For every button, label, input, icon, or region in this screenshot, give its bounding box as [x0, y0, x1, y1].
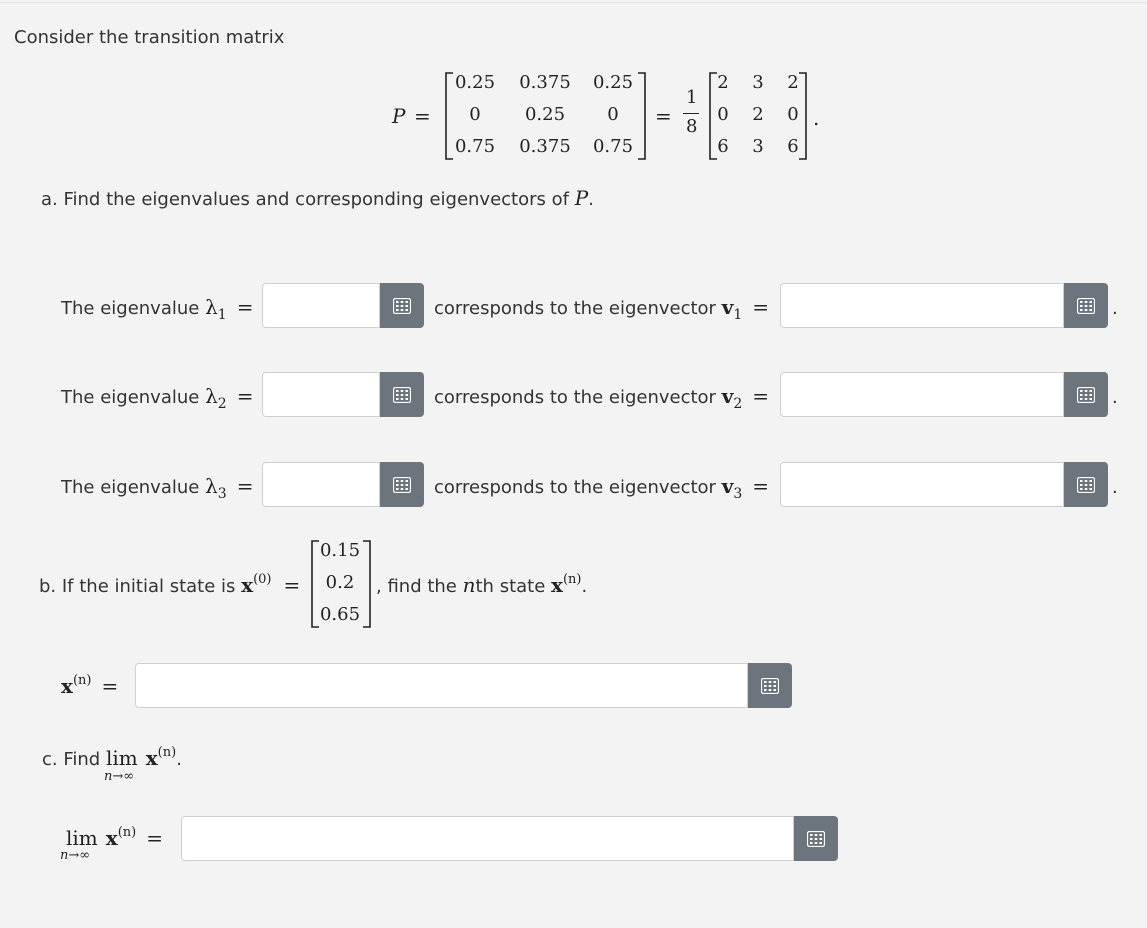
matrix-period: . [813, 106, 820, 130]
eigenvalue-prefix: The eigenvalue [61, 387, 206, 408]
matrix-cell: 0.375 [519, 72, 571, 93]
row-3-period: . [1112, 477, 1118, 498]
eigenvector-1-label [434, 295, 769, 323]
lim-subscript: n→∞ [60, 848, 91, 863]
lambda-2-input[interactable] [262, 372, 380, 417]
part-a-text: a. Find the eigenvalues and corresponding eigenvectors of [41, 189, 575, 210]
x-symbol: x [61, 674, 73, 698]
lambda-3-keypad-button[interactable] [380, 462, 424, 507]
matrix-cell: 0.75 [454, 136, 496, 157]
x-superscript: (n) [562, 572, 582, 587]
equals-sign: = [752, 295, 769, 319]
matrix-cell: 2 [787, 72, 799, 93]
fraction-numerator: 1 [686, 87, 698, 108]
eigenvalue-prefix: The eigenvalue [61, 477, 206, 498]
keypad-icon [393, 387, 411, 403]
v-3-keypad-button[interactable] [1064, 462, 1108, 507]
n-symbol: n [462, 573, 476, 597]
matrix-label: P [392, 104, 406, 128]
x-symbol: x [551, 573, 563, 597]
fraction-denominator: 8 [686, 116, 698, 137]
v-1-keypad-button[interactable] [1064, 283, 1108, 328]
limit-label [66, 826, 163, 850]
lim-symbol: lim [105, 746, 138, 770]
lim-subscript: n→∞ [104, 769, 135, 784]
part-b-tail1: , find the [376, 576, 463, 597]
part-c-text: c. Find [42, 749, 106, 770]
vector-symbol: v [721, 384, 734, 408]
x-symbol: x [145, 746, 158, 770]
eigenvector-text: corresponds to the eigenvector [434, 298, 722, 319]
part-b-prompt [39, 573, 300, 597]
matrix-cell: 0 [469, 104, 481, 125]
matrix-cell: 0.375 [519, 136, 571, 157]
vector-right-bracket [362, 540, 372, 628]
lambda-symbol: λ [205, 474, 218, 498]
equals-sign: = [236, 384, 254, 408]
equals-sign: = [146, 826, 163, 850]
keypad-icon [761, 678, 779, 694]
matrix-cell: 0 [787, 104, 799, 125]
matrix-cell: 6 [717, 136, 729, 157]
part-c-end: . [176, 749, 182, 770]
matrix-cell: 3 [752, 72, 764, 93]
keypad-icon [1077, 298, 1095, 314]
matrix-cell: 0.25 [592, 72, 634, 93]
part-b-tail2: th state [475, 576, 552, 597]
vector-symbol: v [721, 295, 734, 319]
eigenvalue-prefix: The eigenvalue [61, 298, 206, 319]
x-symbol: x [105, 826, 118, 850]
lambda-1-input[interactable] [262, 283, 380, 328]
keypad-icon [807, 831, 825, 847]
lambda-index: 2 [217, 396, 227, 412]
equals-sign: = [283, 573, 301, 597]
matrix-cell: 6 [787, 136, 799, 157]
equals-sign: = [101, 674, 119, 698]
eigenvalue-3-label [61, 474, 254, 502]
matrix-cell: 2 [717, 72, 729, 93]
vector-index: 1 [733, 307, 743, 323]
part-a-var: P [574, 186, 589, 210]
equals-sign: = [752, 474, 769, 498]
keypad-icon [1077, 387, 1095, 403]
part-a-end: . [588, 189, 594, 210]
vector-symbol: v [721, 474, 734, 498]
eigenvalue-2-label [61, 384, 254, 412]
matrix-cell: 0.25 [524, 104, 566, 125]
matrix-cell: 0.75 [592, 136, 634, 157]
eigenvector-2-label [434, 384, 769, 412]
limit-input[interactable] [181, 816, 794, 861]
lim-symbol: lim [66, 826, 98, 850]
limit-keypad-button[interactable] [794, 816, 838, 861]
matrix-cell: 3 [752, 136, 764, 157]
keypad-icon [393, 477, 411, 493]
lambda-1-keypad-button[interactable] [380, 283, 424, 328]
int-matrix-right-bracket [798, 72, 808, 160]
intro-text: Consider the transition matrix [14, 27, 285, 48]
equals-sign-2: = [655, 104, 672, 128]
equals-sign: = [236, 474, 254, 498]
vector-cell: 0.15 [319, 540, 361, 561]
vector-cell: 0.2 [325, 572, 355, 593]
top-divider [0, 2, 1147, 3]
lambda-3-input[interactable] [262, 462, 380, 507]
part-c-prompt [42, 746, 182, 770]
part-b-end: . [581, 576, 588, 597]
x-superscript: (n) [72, 673, 92, 688]
x-symbol: x [241, 573, 254, 597]
equals-sign: = [414, 104, 431, 128]
matrix-right-bracket [637, 72, 647, 160]
v-2-keypad-button[interactable] [1064, 372, 1108, 417]
part-b-tail [376, 573, 587, 597]
v-2-input[interactable] [780, 372, 1064, 417]
lambda-symbol: λ [205, 384, 218, 408]
x-superscript: (n) [157, 745, 177, 760]
vector-index: 3 [733, 486, 743, 502]
fraction-bar [683, 113, 699, 114]
matrix-cell: 0 [607, 104, 619, 125]
equals-sign: = [236, 295, 254, 319]
keypad-icon [1077, 477, 1095, 493]
lambda-index: 1 [217, 307, 227, 323]
matrix-cell: 2 [752, 104, 764, 125]
xn-input[interactable] [135, 663, 748, 708]
matrix-cell: 0.25 [454, 72, 496, 93]
equals-sign: = [752, 384, 769, 408]
x-superscript: (0) [253, 572, 272, 587]
matrix-cell: 0 [717, 104, 729, 125]
row-1-period: . [1112, 298, 1118, 319]
lambda-index: 3 [217, 486, 227, 502]
keypad-icon [393, 298, 411, 314]
eigenvalue-1-label [61, 295, 254, 323]
x-superscript: (n) [117, 825, 137, 840]
xn-label [61, 674, 118, 698]
part-b-text: b. If the initial state is [39, 576, 242, 597]
v-3-input[interactable] [780, 462, 1064, 507]
lambda-2-keypad-button[interactable] [380, 372, 424, 417]
xn-keypad-button[interactable] [748, 663, 792, 708]
eigenvector-text: corresponds to the eigenvector [434, 477, 722, 498]
part-a-prompt [41, 186, 594, 210]
lambda-symbol: λ [205, 295, 218, 319]
row-2-period: . [1112, 387, 1118, 408]
v-1-input[interactable] [780, 283, 1064, 328]
eigenvector-3-label [434, 474, 769, 502]
vector-index: 2 [733, 396, 743, 412]
vector-cell: 0.65 [319, 604, 361, 625]
eigenvector-text: corresponds to the eigenvector [434, 387, 722, 408]
